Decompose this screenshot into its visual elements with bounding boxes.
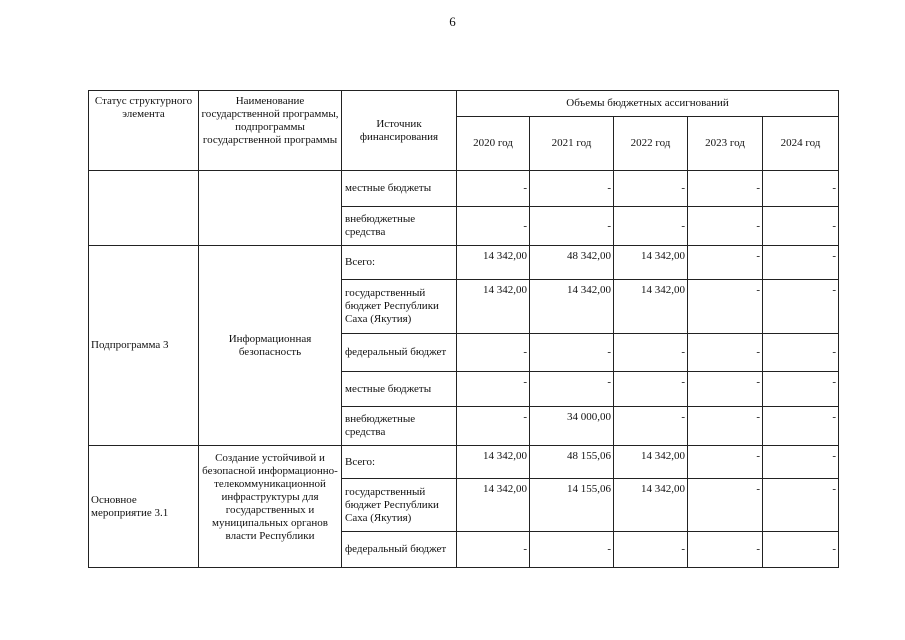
value-cell: - xyxy=(688,207,763,246)
name-cell-empty xyxy=(199,171,342,246)
header-status: Статус структурного элемента xyxy=(89,91,199,171)
value-cell: 48 342,00 xyxy=(530,246,614,280)
value-cell: - xyxy=(763,479,839,532)
value-cell: - xyxy=(688,407,763,446)
value-cell: 14 155,06 xyxy=(530,479,614,532)
name-cell: Создание устойчивой и безопасной информационно-телекоммуникационной инфраструктуры для государственных и муниципальных органов власти Республики xyxy=(199,446,342,568)
value-cell: 14 342,00 xyxy=(614,446,688,479)
value-cell: - xyxy=(763,407,839,446)
value-cell: - xyxy=(763,246,839,280)
status-cell-empty xyxy=(89,171,199,246)
value-cell: 14 342,00 xyxy=(457,446,530,479)
source-cell: федеральный бюджет xyxy=(342,532,457,568)
value-cell: - xyxy=(688,479,763,532)
value-cell: - xyxy=(763,372,839,407)
value-cell: - xyxy=(763,446,839,479)
value-cell: - xyxy=(530,532,614,568)
table-row xyxy=(89,171,839,207)
header-name: Наименование государственной программы, подпрограммы государственной программы xyxy=(199,91,342,171)
value-cell: 14 342,00 xyxy=(457,479,530,532)
header-year: 2020 год xyxy=(457,117,530,171)
value-cell: - xyxy=(530,372,614,407)
value-cell: - xyxy=(614,532,688,568)
name-cell: Информационная безопасность xyxy=(199,246,342,446)
source-cell: Всего: xyxy=(342,446,457,479)
table-row xyxy=(89,446,839,479)
value-cell: - xyxy=(763,334,839,372)
value-cell: 14 342,00 xyxy=(457,246,530,280)
value-cell: 14 342,00 xyxy=(530,280,614,334)
source-cell: государственный бюджет Республики Саха (Якутия) xyxy=(342,280,457,334)
value-cell: 34 000,00 xyxy=(530,407,614,446)
value-cell: - xyxy=(457,372,530,407)
source-cell: местные бюджеты xyxy=(342,171,457,207)
table-row xyxy=(89,246,839,280)
value-cell: - xyxy=(688,446,763,479)
value-cell: - xyxy=(530,334,614,372)
value-cell: - xyxy=(614,407,688,446)
source-cell: Всего: xyxy=(342,246,457,280)
source-cell: государственный бюджет Республики Саха (Якутия) xyxy=(342,479,457,532)
header-year: 2023 год xyxy=(688,117,763,171)
header-year: 2022 год xyxy=(614,117,688,171)
value-cell: 48 155,06 xyxy=(530,446,614,479)
page-number: 6 xyxy=(449,14,456,29)
value-cell: - xyxy=(763,532,839,568)
value-cell: - xyxy=(457,334,530,372)
value-cell: - xyxy=(457,207,530,246)
value-cell: 14 342,00 xyxy=(457,280,530,334)
value-cell: - xyxy=(530,171,614,207)
header-volumes: Объемы бюджетных ассигнований xyxy=(457,91,839,117)
value-cell: - xyxy=(763,207,839,246)
budget-table xyxy=(88,90,839,568)
value-cell: - xyxy=(688,280,763,334)
value-cell: - xyxy=(457,532,530,568)
source-cell: местные бюджеты xyxy=(342,372,457,407)
value-cell: - xyxy=(688,532,763,568)
value-cell: - xyxy=(457,171,530,207)
value-cell: - xyxy=(457,407,530,446)
value-cell: - xyxy=(614,334,688,372)
value-cell: - xyxy=(614,207,688,246)
status-cell: Основное мероприятие 3.1 xyxy=(89,446,199,568)
source-cell: федеральный бюджет xyxy=(342,334,457,372)
value-cell: - xyxy=(763,280,839,334)
value-cell: - xyxy=(688,334,763,372)
value-cell: - xyxy=(688,372,763,407)
value-cell: - xyxy=(688,171,763,207)
value-cell: 14 342,00 xyxy=(614,280,688,334)
header-year: 2024 год xyxy=(763,117,839,171)
value-cell: 14 342,00 xyxy=(614,479,688,532)
header-year: 2021 год xyxy=(530,117,614,171)
value-cell: - xyxy=(614,372,688,407)
value-cell: - xyxy=(763,171,839,207)
value-cell: 14 342,00 xyxy=(614,246,688,280)
value-cell: - xyxy=(530,207,614,246)
header-source: Источник финансирования xyxy=(342,91,457,171)
source-cell: внебюджетные средства xyxy=(342,207,457,246)
source-cell: внебюджетные средства xyxy=(342,407,457,446)
status-cell: Подпрограмма 3 xyxy=(89,246,199,446)
value-cell: - xyxy=(614,171,688,207)
value-cell: - xyxy=(688,246,763,280)
header-row xyxy=(89,91,839,117)
